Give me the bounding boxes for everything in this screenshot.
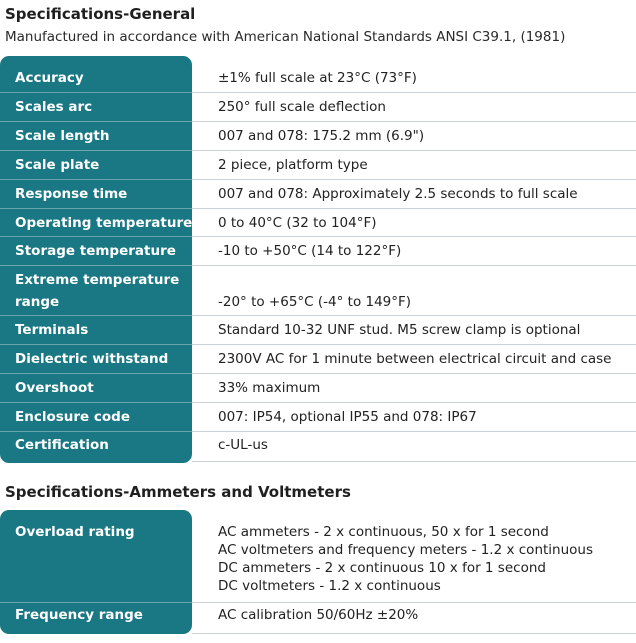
spec-value: 007 and 078: Approximately 2.5 seconds to full scale <box>218 186 578 202</box>
spec-label: Enclosure code <box>15 409 130 425</box>
spec-label-line2: range <box>15 294 60 310</box>
ammeters-spec-table <box>0 510 636 634</box>
general-section-title: Specifications-General <box>5 5 196 23</box>
spec-label: Certification <box>15 437 109 453</box>
spec-label: Frequency range <box>15 607 143 623</box>
spec-value-line: AC voltmeters and frequency meters - 1.2 x continuous <box>218 542 594 558</box>
spec-value: 33% maximum <box>218 380 321 396</box>
general-spec-table <box>0 56 636 463</box>
ammeters-section-title: Specifications-Ammeters and Voltmeters <box>5 483 351 501</box>
spec-label: Dielectric withstand <box>15 351 169 367</box>
spec-value: 2 piece, platform type <box>218 157 368 173</box>
spec-label: Scale length <box>15 128 110 144</box>
spec-value: 007 and 078: 175.2 mm (6.9") <box>218 128 425 144</box>
spec-label: Response time <box>15 186 128 202</box>
spec-value: -20° to +65°C (-4° to 149°F) <box>218 294 412 310</box>
spec-value-line: DC ammeters - 2 x continuous 10 x for 1 second <box>218 560 546 576</box>
spec-value: 2300V AC for 1 minute between electrical circuit and case <box>218 351 612 367</box>
spec-value: c-UL-us <box>218 437 268 453</box>
spec-value-line: AC ammeters - 2 x continuous, 50 x for 1 second <box>218 524 549 540</box>
spec-value-line: DC voltmeters - 1.2 x continuous <box>218 578 441 594</box>
spec-value: 007: IP54, optional IP55 and 078: IP67 <box>218 409 477 425</box>
spec-label: Operating temperature <box>15 215 193 231</box>
spec-value: 0 to 40°C (32 to 104°F) <box>218 215 377 231</box>
spec-value: 250° full scale deflection <box>218 99 386 115</box>
spec-label: Accuracy <box>15 70 84 86</box>
spec-label: Scales arc <box>15 99 93 115</box>
general-subtitle: Manufactured in accordance with American National Standards ANSI C39.1, (1981) <box>5 29 566 45</box>
spec-label: Terminals <box>15 322 89 338</box>
spec-value: AC calibration 50/60Hz ±20% <box>218 607 419 623</box>
spec-value: -10 to +50°C (14 to 122°F) <box>218 243 402 259</box>
spec-label: Overshoot <box>15 380 94 396</box>
spec-label: Storage temperature <box>15 243 176 259</box>
spec-label: Overload rating <box>15 524 135 540</box>
spec-label: Scale plate <box>15 157 100 173</box>
spec-label: Extreme temperature <box>15 272 180 288</box>
spec-value: ±1% full scale at 23°C (73°F) <box>218 70 417 86</box>
spec-value: Standard 10-32 UNF stud. M5 screw clamp is optional <box>218 322 581 338</box>
